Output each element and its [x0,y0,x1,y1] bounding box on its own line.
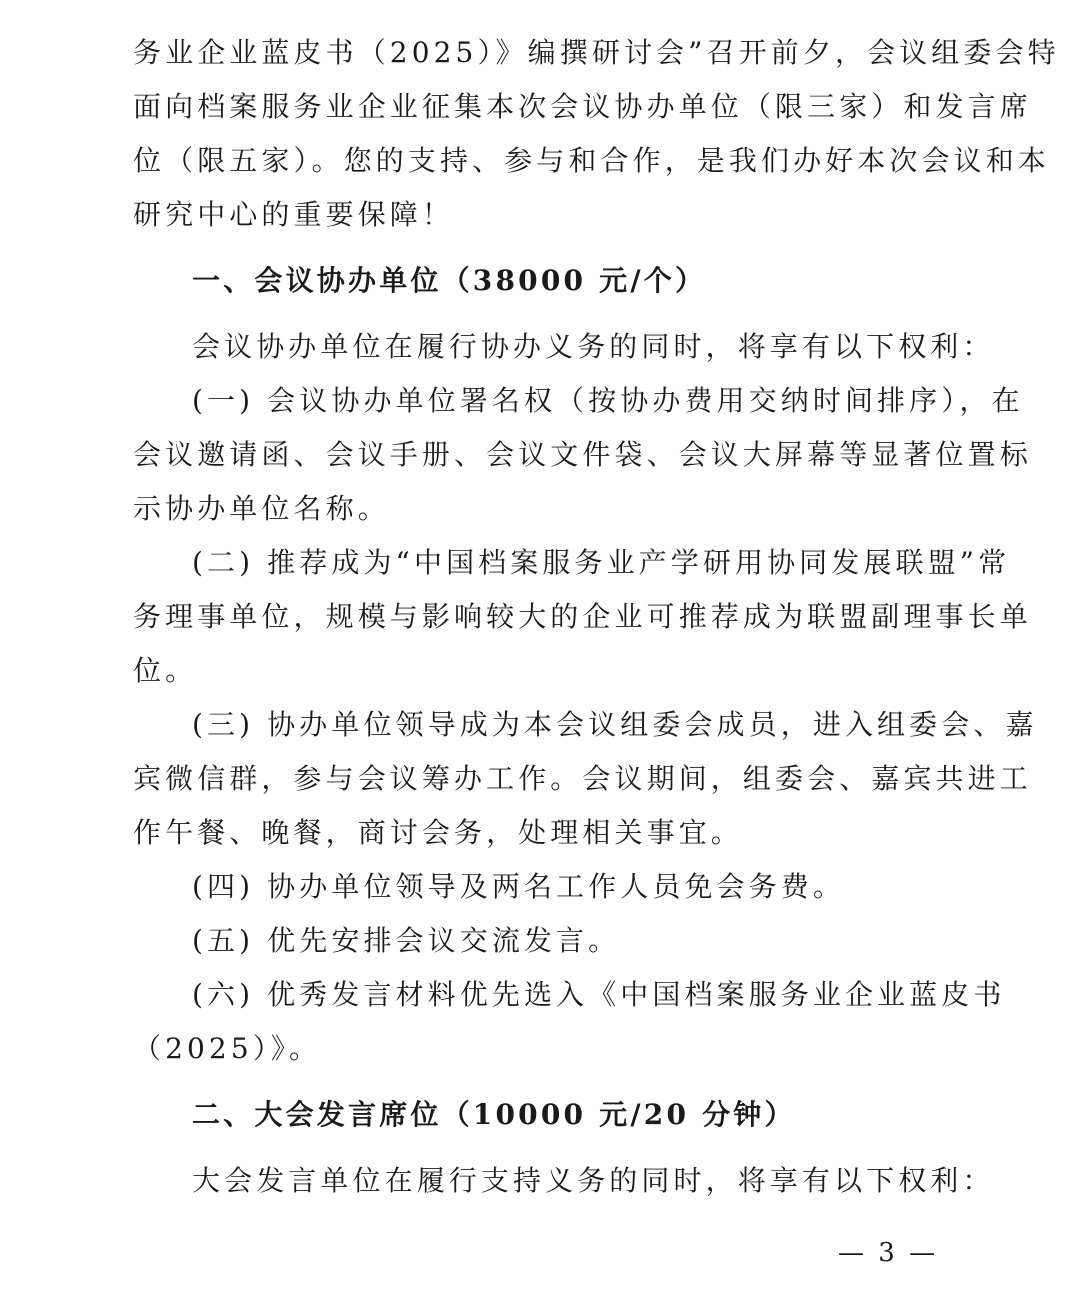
section-heading-1: 一、会议协办单位（38000 元/个） [192,264,707,297]
paragraph-line: 面向档案服务业企业征集本次会议协办单位（限三家）和发言席 [133,90,1032,123]
paragraph-line: 务理事单位，规模与影响较大的企业可推荐成为联盟副理事长单 [133,600,1032,633]
page-number: — 3 — [838,1238,939,1268]
paragraph-line: （2025）》。 [133,1032,322,1065]
paragraph-line: 大会发言单位在履行支持义务的同时，将享有以下权利： [192,1164,995,1197]
paragraph-line: 位。 [133,654,198,687]
paragraph-line: 会议协办单位在履行协办义务的同时，将享有以下权利： [192,330,995,363]
list-item-2: (二) 推荐成为“中国档案服务业产学研用协同发展联盟”常 [192,546,1011,579]
list-item-4: (四) 协办单位领导及两名工作人员免会务费。 [192,870,845,903]
paragraph-line: 作午餐、晚餐，商讨会务，处理相关事宜。 [133,816,743,849]
paragraph-line: 务业企业蓝皮书（2025）》编撰研讨会”召开前夕，会议组委会特 [133,36,1060,69]
paragraph-line: 研究中心的重要保障！ [133,198,455,231]
list-item-3: (三) 协办单位领导成为本会议组委会成员，进入组委会、嘉 [192,708,1038,741]
paragraph-line: 会议邀请函、会议手册、会议文件袋、会议大屏幕等显著位置标 [133,438,1032,471]
list-item-5: (五) 优先安排会议交流发言。 [192,924,621,957]
paragraph-line: 宾微信群，参与会议筹办工作。会议期间，组委会、嘉宾共进工 [133,762,1032,795]
section-heading-2: 二、大会发言席位（10000 元/20 分钟） [192,1098,796,1131]
paragraph-line: 位（限五家）。您的支持、参与和合作，是我们办好本次会议和本 [133,144,1050,177]
paragraph-line: 示协办单位名称。 [133,492,390,525]
list-item-6: (六) 优秀发言材料优先选入《中国档案服务业企业蓝皮书 [192,978,1006,1011]
list-item-1: (一) 会议协办单位署名权（按协办费用交纳时间排序），在 [192,384,1024,417]
